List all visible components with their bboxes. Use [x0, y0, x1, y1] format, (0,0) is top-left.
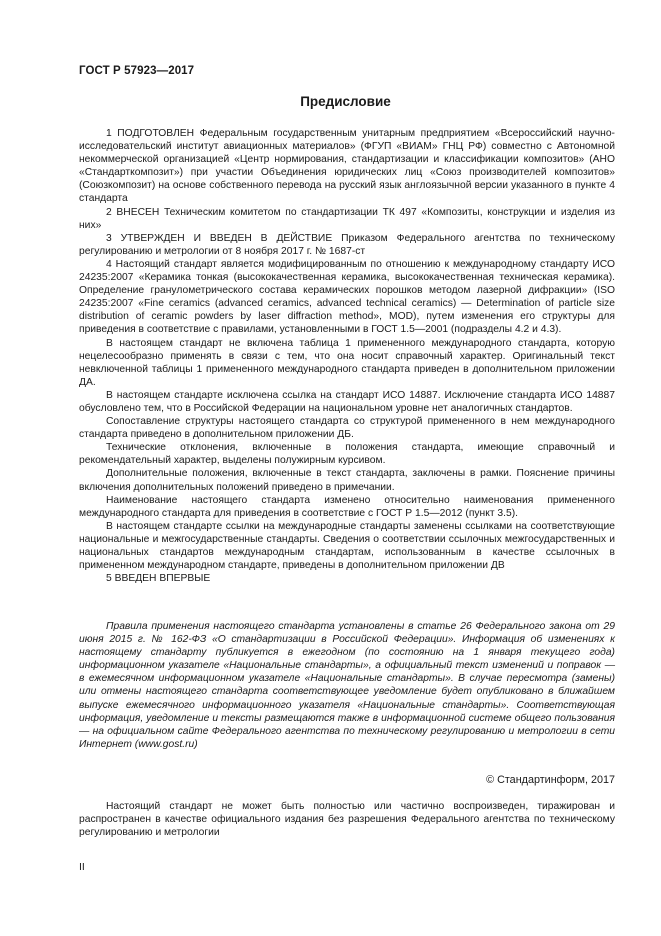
paragraph-reference-excluded: В настоящем стандарте исключена ссылка на стандарт ИСО 14887. Исключение стандарта ИСО 14887 обусловлено тем, что в Российской Федерации на национальном уровне нет аналогичных стандартов.: [79, 389, 615, 414]
paragraph-technical-deviations: Технические отклонения, включенные в положения стандарта, имеющие справочный и рекомендательный характер, выделены полужирным курсивом.: [79, 442, 615, 467]
page-number: II: [79, 861, 85, 873]
paragraph-introduced-first: 5 ВВЕДЕН ВПЕРВЫЕ: [106, 573, 211, 585]
paragraph-modification: 4 Настоящий стандарт является модифицированным по отношению к международному стандарту ИСО 24235:2007 «Керамика тонкая (высококачественная керамика, высококачественная техническая керамика). Определение гранулометрического состава керамических порошков методом лазерной дифракции» (ISO 24235:2007 «Fine ceramics (advanced ceramics, advanced technical ceramics) — Determination of particle size distribution of ceramic powders by laser diffraction method», MOD), путем изменения его структуры для приведения в соответствие с правилами, установленными в ГОСТ 1.5—2001 (подразделы 4.2 и 4.3).: [79, 258, 615, 336]
application-rules-notice: [79, 620, 615, 751]
paragraph-introduced-by: 2 ВНЕСЕН Техническим комитетом по стандартизации ТК 497 «Композиты, конструкции и изделия из них»: [79, 206, 615, 231]
paragraph-title-changed: Наименование настоящего стандарта изменено относительно наименования примененного международного стандарта для приведения в соответствие с ГОСТ Р 1.5—2012 (пункт 3.5).: [79, 494, 615, 519]
paragraph-prepared-by: 1 ПОДГОТОВЛЕН Федеральным государственным унитарным предприятием «Всероссийский научно-исследовательский институт авиационных материалов» (ФГУП «ВИАМ» ГНЦ РФ) совместно с Автономной некоммерческой организацией «Центр нормирования, стандартизации и классификации композитов» (АНО «Стандарткомпозит») при участии Объединения юридических лиц «Союз производителей композитов» (Союзкомпозит) на основе собственного перевода на русский язык англоязычной версии указанного в пункте 4 стандарта: [79, 128, 615, 205]
paragraph-approved: 3 УТВЕРЖДЕН И ВВЕДЕН В ДЕЙСТВИЕ Приказом Федерального агентства по техническому регулированию и метрологии от 8 ноября 2017 г. № 1687-ст: [79, 232, 615, 257]
paragraph-additional-provisions: Дополнительные положения, включенные в текст стандарта, заключены в рамки. Пояснение причины включения дополнительных положений приведено в примечании.: [79, 468, 615, 493]
rights-statement: [79, 800, 615, 839]
section-title: Предисловие: [300, 94, 391, 109]
paragraph-references-replaced: В настоящем стандарте ссылки на международные стандарты заменены ссылками на соответствующие национальные и межгосударственные стандарты. Сведения о соответствии ссылочных межгосударственных и национальных стандартов международным стандартам, использованным в качестве ссылочных в примененном международном стандарте, приведены в дополнительном приложении ДВ: [79, 520, 615, 572]
document-header: ГОСТ Р 57923—2017: [79, 65, 195, 77]
copyright-line: © Стандартинформ, 2017: [486, 774, 615, 786]
paragraph-table-excluded: В настоящем стандарт не включена таблица 1 примененного международного стандарта, которую нецелесообразно применять в связи с тем, что она носит справочный характер. Оригинальный текст невключенной таблицы 1 примененного международного стандарта приведен в дополнительном приложении ДА.: [79, 337, 615, 388]
foreword-body: [79, 127, 615, 585]
rights-text: Настоящий стандарт не может быть полностью или частично воспроизведен, тиражирован и распространен в качестве официального издания без разрешения Федерального агентства по техническому регулированию и метрологии: [79, 801, 615, 839]
notice-text: Правила применения настоящего стандарта установлены в статье 26 Федерального закона от 29 июня 2015 г. № 162-ФЗ «О стандартизации в Российской Федерации». Информация об изменениях к настоящему стандарту публикуется в ежегодном (по состоянию на 1 января текущего года) информационном указателе «Национальные стандарты», а официальный текст изменений и поправок — в ежемесячном информационном указателе «Национальные стандарты». В случае пересмотра (замены) или отмены настоящего стандарта соответствующее уведомление будет опубликовано в ближайшем выпуске ежемесячного информационного указателя «Национальные стандарты». Соответствующая информация, уведомление и тексты размещаются также в информационной системе общего пользования — на официальном сайте Федерального агентства по техническому регулированию и метрологии в сети Интернет (www.gost.ru): [79, 621, 615, 750]
paragraph-structure-comparison: Сопоставление структуры настоящего стандарта со структурой примененного в нем международного стандарта приведено в дополнительном приложении ДБ.: [79, 416, 615, 441]
